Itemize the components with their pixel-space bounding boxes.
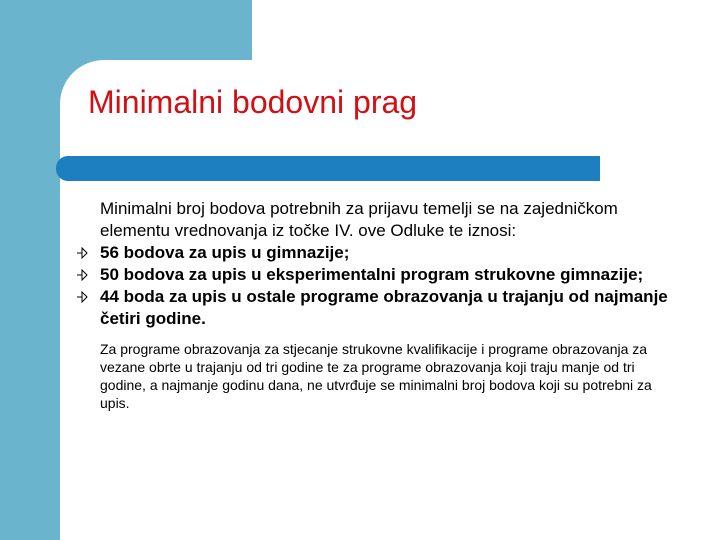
- bullet-text: 44 boda za upis u ostale programe obrazovanja u trajanju od najmanje četiri godine.: [100, 287, 668, 328]
- diamond-arrow-bullet-icon: [76, 269, 88, 281]
- bullet-text: 50 bodova za upis u eksperimentalni program strukovne gimnazije;: [100, 265, 644, 284]
- intro-text: Minimalni broj bodova potrebnih za prijavu temelji se na zajedničkom elementu vrednovanja iz točke IV. ove Odluke te iznosi:: [100, 199, 618, 240]
- slide-body: [100, 198, 680, 412]
- diamond-arrow-bullet-icon: [76, 247, 88, 259]
- diamond-arrow-bullet-icon: [76, 291, 88, 303]
- list-item: [100, 264, 680, 286]
- bullet-list: [100, 242, 680, 330]
- slide-title: Minimalni bodovni prag: [88, 84, 418, 120]
- title-underline-bar: [56, 156, 600, 181]
- bullet-text: 56 bodova za upis u gimnazije;: [100, 243, 350, 262]
- footnote-text: Za programe obrazovanja za stjecanje strukovne kvalifikacije i programe obrazovanja za vezane obrte u trajanju od tri godine te za programe obrazovanja koji traju manje od tri godine, a najmanje godinu dana, ne utvrđuje se minimalni broj bodova koji su potrebni za upis.: [100, 341, 652, 411]
- list-item: [100, 286, 680, 330]
- list-item: [100, 242, 680, 264]
